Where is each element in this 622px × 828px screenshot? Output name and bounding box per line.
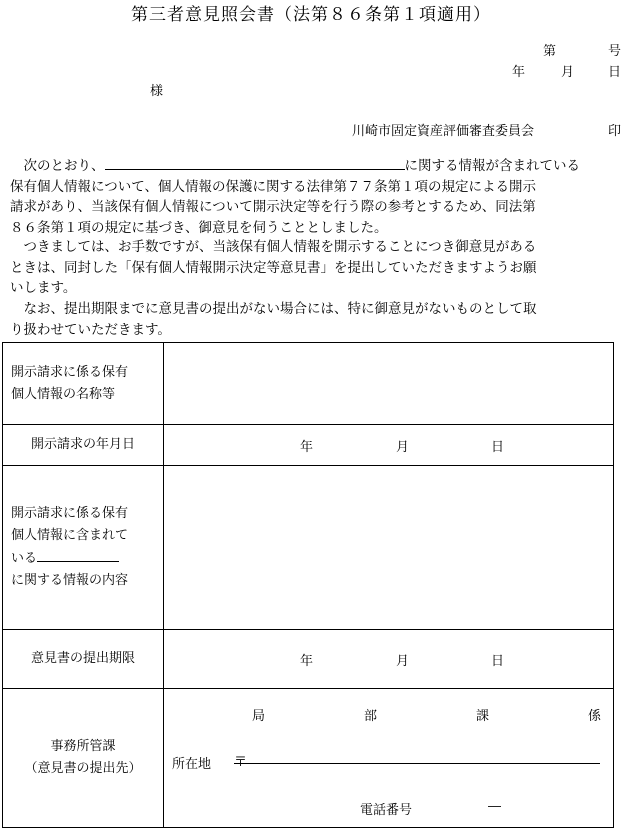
- sender-name: 川崎市固定資産評価審査委員会: [352, 124, 535, 139]
- deadline-label-cell: [3, 630, 164, 689]
- body-line: [10, 155, 622, 177]
- office-bureau: 局: [252, 709, 266, 724]
- request-date-value-cell[interactable]: [164, 425, 614, 466]
- body-line: ときは、同封した「保有個人情報開示決定等意見書」を提出していただきますようお願: [10, 259, 537, 276]
- office-value-cell[interactable]: [164, 689, 614, 828]
- address-field-line[interactable]: [234, 763, 600, 764]
- label-line: 個人情報の名称等: [11, 386, 116, 402]
- issue-date-month: 月: [561, 65, 575, 80]
- subject-blank-field[interactable]: [105, 155, 405, 170]
- info-content-value-cell[interactable]: [164, 466, 614, 630]
- label-line: に関する情報の内容: [11, 573, 129, 588]
- body-line: 保有個人情報について、個人情報の保護に関する法律第７７条第１項の規定による開示: [10, 178, 536, 195]
- label-line: 事務所管課: [50, 739, 116, 754]
- body-text-segment: 次のとおり、: [10, 158, 105, 174]
- issue-date-day: 日: [608, 65, 622, 80]
- table-row: [3, 425, 614, 466]
- office-section: 課: [476, 709, 490, 724]
- label-text: 開示請求の年月日: [30, 437, 135, 452]
- label-line: （意見書の提出先）: [24, 761, 142, 776]
- deadline-month: 月: [396, 654, 410, 669]
- table-row: [3, 689, 614, 828]
- postal-mark: 〒: [234, 755, 248, 770]
- issue-date-year: 年: [512, 65, 526, 80]
- body-line: 請求があり、当該保有個人情報について開示決定等を行う際の参考とするため、同法第: [10, 199, 536, 215]
- deadline-day: 日: [491, 654, 505, 669]
- seal-mark: 印: [608, 124, 622, 139]
- info-name-value-cell[interactable]: [164, 343, 614, 425]
- information-form-table: [2, 342, 614, 828]
- label-text: いる: [11, 551, 38, 566]
- label-line: 開示請求に係る保有: [11, 364, 129, 380]
- body-line: ８６条第１項の規定に基づき、御意見を伺うこととしました。: [10, 219, 388, 236]
- office-subsection: 係: [588, 709, 602, 724]
- document-number-suffix: 号: [608, 44, 622, 59]
- request-date-month: 月: [396, 440, 410, 455]
- table-row: [3, 466, 614, 630]
- request-date-day: 日: [491, 440, 505, 455]
- phone-label: 電話番号: [360, 803, 413, 818]
- table-row: [3, 343, 614, 425]
- address-label: 所在地: [172, 757, 212, 772]
- phone-dash: ―: [488, 799, 501, 814]
- body-line: なお、提出期限までに意見書の提出がない場合には、特に御意見がないものとして取: [10, 301, 537, 317]
- document-title: 第三者意見照会書（法第８６条第１項適用）: [131, 5, 491, 25]
- recipient-honorific: 様: [150, 84, 164, 99]
- office-label-cell: [3, 689, 164, 828]
- third-party-blank-field[interactable]: [37, 547, 119, 562]
- document-number-prefix: 第: [543, 44, 557, 59]
- body-paragraph-2: [10, 237, 622, 299]
- label-text: 意見書の提出期限: [30, 651, 135, 666]
- request-date-label-cell: [3, 425, 164, 466]
- label-line: 開示請求に係る保有: [11, 506, 129, 521]
- body-line: り扱わせていただきます。: [10, 321, 171, 338]
- body-text-segment: に関する情報が含まれている: [404, 158, 580, 174]
- table-row: [3, 630, 614, 689]
- deadline-value-cell[interactable]: [164, 630, 614, 689]
- info-name-label-cell: [3, 343, 164, 425]
- label-line: 個人情報に含まれて: [11, 528, 129, 543]
- body-paragraph-1: [10, 155, 622, 238]
- label-line: [11, 547, 163, 570]
- office-department: 部: [364, 709, 378, 724]
- request-date-year: 年: [300, 440, 314, 455]
- body-paragraph-3: [10, 299, 622, 340]
- body-line: いします。: [10, 280, 77, 296]
- info-content-label-cell: [3, 466, 164, 630]
- body-line: つきましては、お手数ですが、当該保有個人情報を開示することにつき御意見がある: [10, 239, 537, 255]
- deadline-year: 年: [300, 654, 314, 669]
